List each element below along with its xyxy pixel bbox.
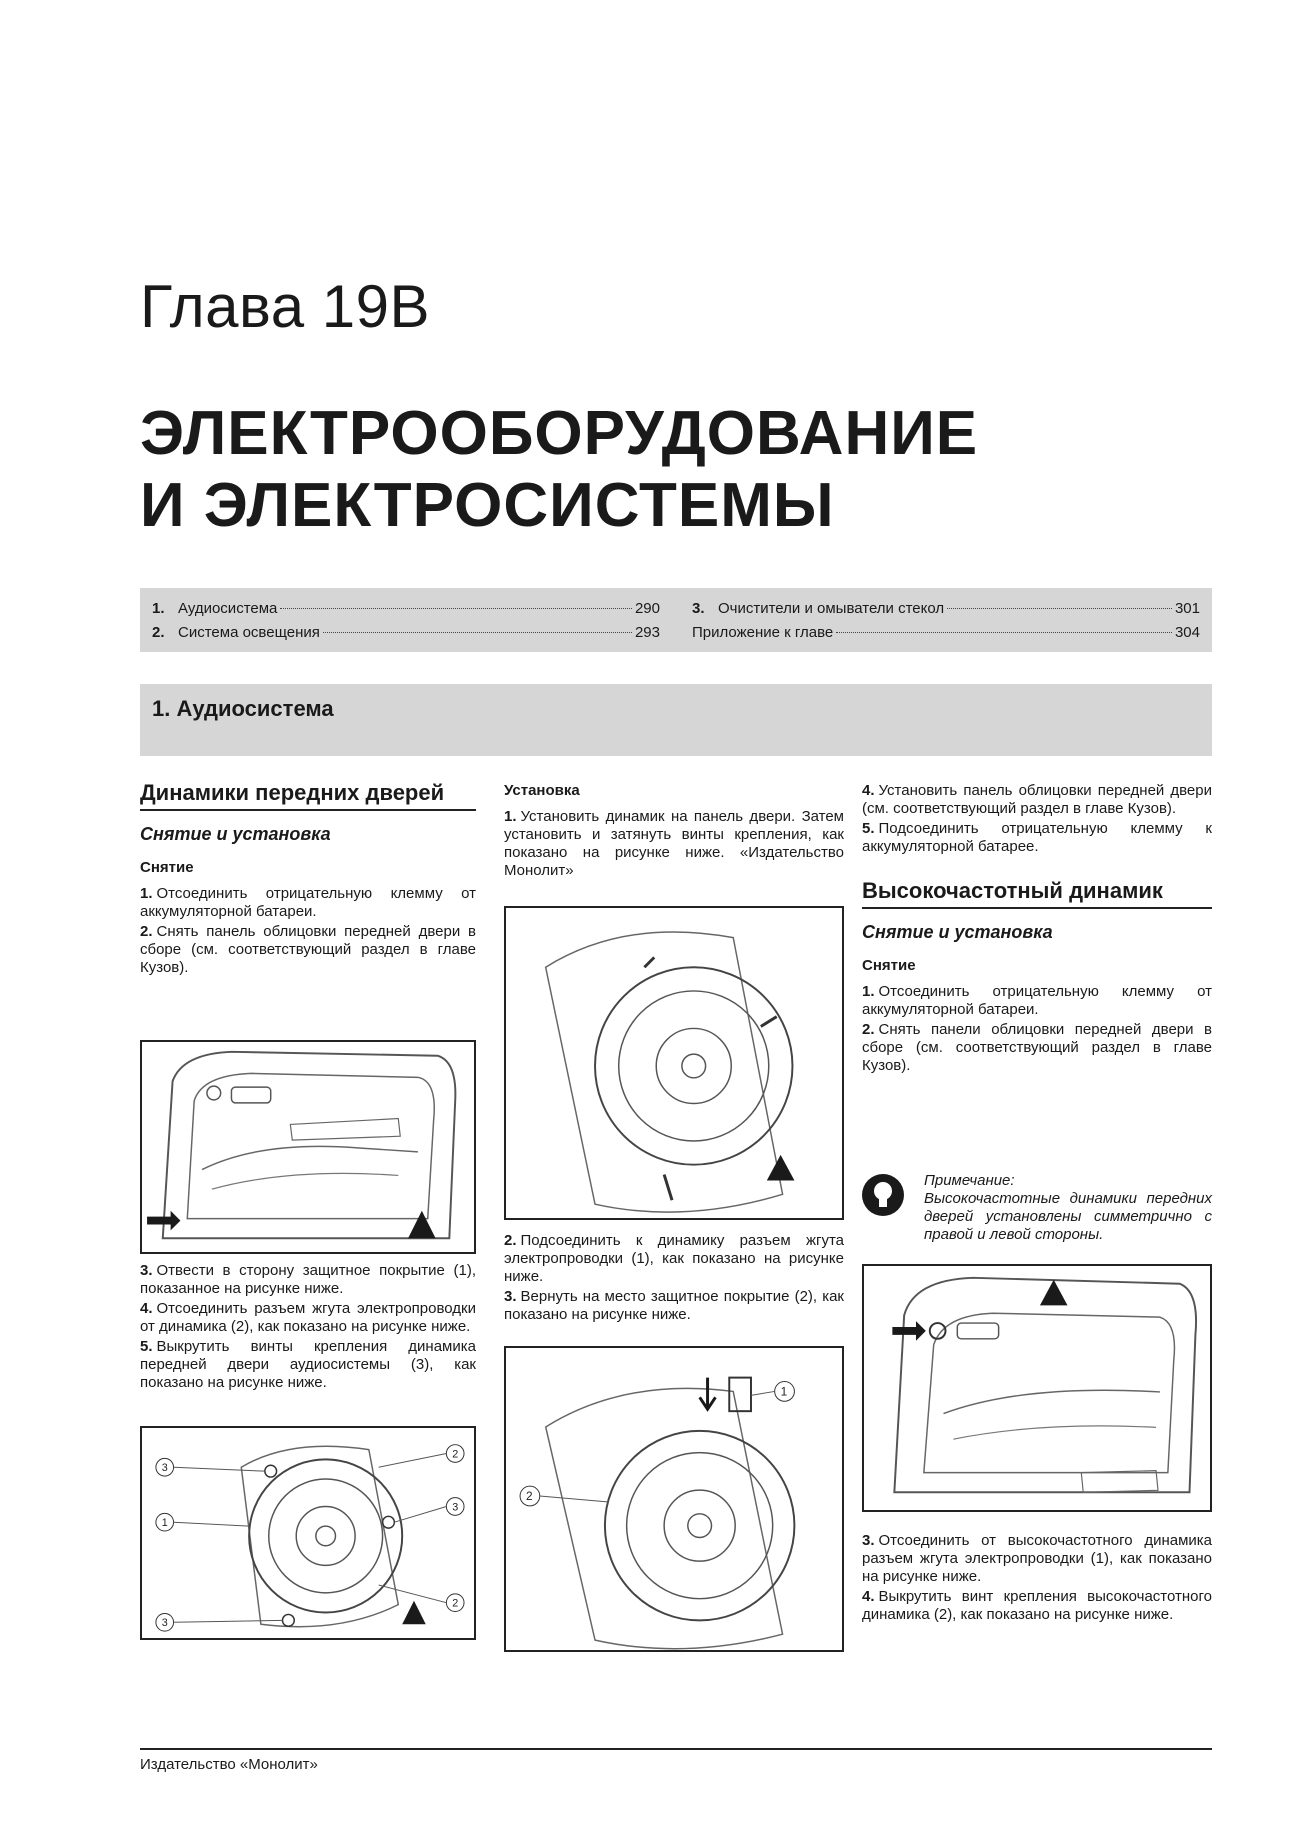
- step-text: Подсоединить отрицательную клемму к аккумуляторной батарее.: [862, 820, 1212, 855]
- step-number: 2.: [862, 1021, 875, 1038]
- toc-entry-label: Система освещения: [178, 624, 320, 641]
- note-title: Примечание:: [924, 1172, 1015, 1189]
- column-3-lower: [862, 1532, 1212, 1626]
- step-text: Снять панель облицовки передней двери в сборе (см. соответствующий раздел в главе Кузов).: [140, 923, 476, 976]
- figure-speaker-connector: [504, 1346, 844, 1652]
- figure-speaker-installation: [504, 906, 844, 1220]
- step: [862, 1532, 1212, 1586]
- step: [140, 1262, 476, 1298]
- note-block: [862, 1172, 1212, 1244]
- step-text: Установить динамик на панель двери. Затем установить и затянуть винты крепления, как показано на рисунке ниже. «Издательство Монолит»: [504, 808, 844, 879]
- step: [140, 885, 476, 921]
- figure-tweeter-door: [862, 1264, 1212, 1512]
- toc-entry[interactable]: [692, 600, 1200, 617]
- label-removal: Снятие: [862, 957, 916, 974]
- toc-entry-number: 3.: [692, 600, 705, 617]
- step-number: 2.: [504, 1232, 517, 1249]
- step-text: Выкрутить винты крепления динамика передней двери аудиосистемы (3), как показано на рисунке ниже.: [140, 1338, 476, 1391]
- speaker-connector-illustration: [506, 1348, 842, 1650]
- toc-entry-page: 304: [1174, 624, 1200, 641]
- step: [862, 983, 1212, 1019]
- toc-entry-number: 1.: [152, 600, 165, 617]
- toc-entry-label: Очистители и омыватели стекол: [718, 600, 945, 617]
- label-removal: Снятие: [140, 859, 194, 876]
- step: [140, 1338, 476, 1392]
- step: [140, 923, 476, 977]
- lightbulb-icon: [862, 1174, 904, 1216]
- step-number: 5.: [140, 1338, 153, 1355]
- column-2-lower: [504, 1232, 844, 1326]
- footer-publisher: Издательство «Монолит»: [140, 1756, 318, 1773]
- step-text: Отсоединить отрицательную клемму от аккумуляторной батареи.: [140, 885, 476, 920]
- toc-entry-page: 293: [634, 624, 660, 641]
- step: [504, 1232, 844, 1286]
- toc-entry-label: Приложение к главе: [692, 624, 834, 641]
- note-text: [924, 1172, 1212, 1244]
- step-number: 4.: [140, 1300, 153, 1317]
- step: [862, 782, 1212, 818]
- chapter-title-line-1: ЭЛЕКТРООБОРУДОВАНИЕ: [140, 399, 979, 468]
- callout-label: 2: [525, 1488, 533, 1503]
- step-text: Отсоединить от высокочастотного динамика разъем жгута электропроводки (1), как показано на рисунке ниже.: [862, 1532, 1212, 1585]
- step: [862, 1021, 1212, 1075]
- toc-entry-page: 290: [634, 600, 660, 617]
- figure-door-panel: [140, 1040, 476, 1254]
- step-text: Отсоединить отрицательную клемму от аккумуляторной батареи.: [862, 983, 1212, 1018]
- toc-entry[interactable]: [152, 600, 660, 617]
- toc-dot-leader: [280, 608, 632, 609]
- callout-label: 3: [161, 1617, 168, 1630]
- note-body: Высокочастотные динамики передних дверей установлены симметрично с правой и левой стороны.: [924, 1190, 1212, 1243]
- step-number: 3.: [140, 1262, 153, 1279]
- step-text: Снять панели облицовки передней двери в сборе (см. соответствующий раздел в главе Кузов).: [862, 1021, 1212, 1074]
- heading-front-door-speakers: Динамики передних дверей: [140, 780, 445, 805]
- step-number: 4.: [862, 1588, 875, 1605]
- speaker-removal-illustration: [142, 1428, 474, 1638]
- heading-tweeter: Высокочастотный динамик: [862, 878, 1163, 903]
- step-number: 3.: [862, 1532, 875, 1549]
- step: [504, 1288, 844, 1324]
- callout-label: 2: [452, 1597, 459, 1610]
- step-number: 1.: [140, 885, 153, 902]
- toc-dot-leader: [323, 632, 632, 633]
- step: [862, 1588, 1212, 1624]
- subheading-removal-installation: Снятие и установка: [140, 824, 331, 844]
- figure-speaker-removal: [140, 1426, 476, 1640]
- door-panel-illustration: [142, 1042, 474, 1252]
- subheading-removal-installation: Снятие и установка: [862, 922, 1053, 942]
- column-1: [140, 780, 476, 979]
- toc-dot-leader: [947, 608, 1172, 609]
- step-number: 1.: [504, 808, 517, 825]
- callout-label: 1: [161, 1517, 168, 1530]
- step: [504, 808, 844, 880]
- toc-entry-number: 2.: [152, 624, 165, 641]
- callout-label: 3: [161, 1462, 168, 1475]
- toc-entry[interactable]: [152, 624, 660, 641]
- heading-rule: [862, 907, 1212, 909]
- toc-entry-label: Аудиосистема: [178, 600, 278, 617]
- step-number: 3.: [504, 1288, 517, 1305]
- toc-dot-leader: [836, 632, 1172, 633]
- step-number: 5.: [862, 820, 875, 837]
- step-text: Отсоединить разъем жгута электропроводки от динамика (2), как показано на рисунке ниже.: [140, 1300, 476, 1335]
- section-heading-band: [140, 684, 1212, 756]
- column-2: [504, 782, 844, 882]
- speaker-installation-illustration: [506, 908, 842, 1218]
- callout-label: 2: [452, 1448, 459, 1461]
- step: [140, 1300, 476, 1336]
- step-text: Выкрутить винт крепления высокочастотного динамика (2), как показано на рисунке ниже.: [862, 1588, 1212, 1623]
- section-title: 1. Аудиосистема: [152, 696, 334, 721]
- label-installation: Установка: [504, 782, 580, 799]
- table-of-contents: [140, 588, 1212, 652]
- footer-rule: [140, 1748, 1212, 1750]
- step-text: Установить панель облицовки передней двери (см. соответствующий раздел в главе Кузов).: [862, 782, 1212, 817]
- step-text: Отвести в сторону защитное покрытие (1), показанное на рисунке ниже.: [140, 1262, 476, 1297]
- chapter-number: Глава 19В: [140, 273, 430, 340]
- step-number: 4.: [862, 782, 875, 799]
- callout-label: 3: [452, 1501, 459, 1514]
- step: [862, 820, 1212, 856]
- heading-rule: [140, 809, 476, 811]
- tweeter-door-illustration: [864, 1266, 1210, 1510]
- callout-label: 1: [780, 1384, 788, 1399]
- step-number: 1.: [862, 983, 875, 1000]
- chapter-title-line-2: И ЭЛЕКТРОСИСТЕМЫ: [140, 471, 835, 540]
- column-3: [862, 782, 1212, 1077]
- column-1-lower: [140, 1262, 476, 1394]
- step-text: Подсоединить к динамику разъем жгута электропроводки (1), как показано на рисунке ниже.: [504, 1232, 844, 1285]
- step-text: Вернуть на место защитное покрытие (2), как показано на рисунке ниже.: [504, 1288, 844, 1323]
- toc-entry-page: 301: [1174, 600, 1200, 617]
- toc-entry[interactable]: [692, 624, 1200, 641]
- step-number: 2.: [140, 923, 153, 940]
- chapter-title: [140, 398, 978, 542]
